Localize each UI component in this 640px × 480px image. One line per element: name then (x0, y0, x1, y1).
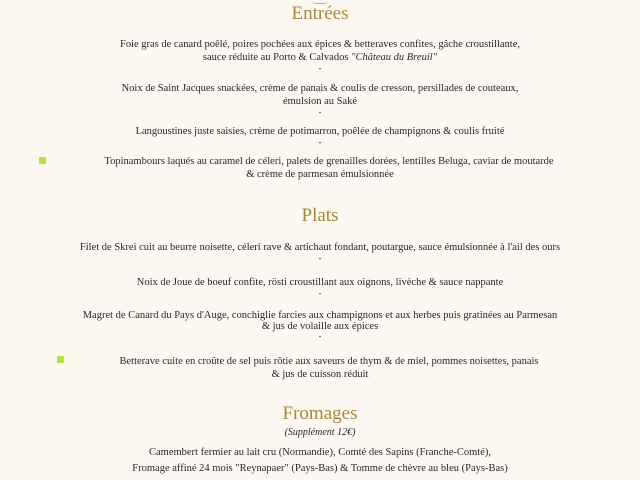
dish-separator: - (318, 137, 322, 147)
dish-text: Betterave cuite en croûte de sel puis rôtie aux saveurs de thym & de miel, pommes noisettes, panais (119, 356, 539, 367)
dish-separator: - (318, 253, 322, 263)
section-plats (0, 204, 640, 228)
dish-text: & jus de cuisson réduit (271, 369, 369, 380)
dish-text: Noix de Saint Jacques snackées, crème de panais & coulis de cresson, persillades de couteaux, (121, 83, 519, 94)
section-title-entrees: Entrées (291, 3, 349, 24)
dish-text-italic: "Château du Breuil" (351, 52, 438, 63)
dish-text: Foie gras de canard poêlé, poires pochées aux épices & betteraves confites, gâche croustillante, (119, 39, 520, 50)
dish-text: & jus de volaille aux épices (261, 321, 379, 332)
dish-text: émulsion au Saké (282, 96, 358, 107)
dish-plat-4 (0, 355, 640, 381)
supplement-note: (Supplément 12€) (284, 427, 356, 438)
dish-plat-1 (0, 241, 640, 263)
dish-separator: - (318, 331, 322, 341)
dish-separator: - (318, 288, 322, 298)
vegetarian-marker-icon (57, 356, 64, 363)
dish-entree-3 (0, 125, 640, 147)
vegetarian-marker-icon (39, 157, 46, 164)
dish-text: sauce réduite au Porto & Calvados "Château du Breuil" (202, 52, 438, 63)
dish-text: Magret de Canard du Pays d'Auge, conchiglie farcies aux champignons et aux herbes puis gratinées au Parmesan (82, 310, 558, 321)
dish-separator: - (318, 107, 322, 117)
dish-fromage-1 (0, 445, 640, 477)
dish-separator: - (318, 63, 322, 73)
dish-text: Langoustines juste saisies, crème de potimarron, poêlée de champignons & coulis fruité (135, 126, 505, 137)
section-entrees (0, 2, 640, 26)
section-title-fromages: Fromages (282, 403, 358, 424)
dish-text: Noix de Joue de boeuf confite, rösti croustillant aux oignons, livèche & sauce nappante (136, 277, 504, 288)
dish-entree-2 (0, 82, 640, 117)
section-fromages (0, 402, 640, 439)
dish-text: Fromage affiné 24 mois "Reynapaer" (Pays-Bas) & Tomme de chèvre au bleu (Pays-Bas) (132, 463, 508, 474)
dish-entree-1 (0, 38, 640, 73)
section-title-plats: Plats (301, 205, 339, 226)
dish-plat-2 (0, 276, 640, 298)
dish-text: Filet de Skrei cuit au beurre noisette, céleri rave & artichaut fondant, poutargue, sauce émulsionnée à l'ail des ours (79, 242, 561, 253)
dish-plat-3 (0, 309, 640, 341)
dish-text: & crème de parmesan émulsionnée (246, 169, 394, 180)
dish-entree-4 (0, 155, 640, 181)
dish-text: Topinambours laqués au caramel de céleri, palets de grenailles dorées, lentilles Beluga, caviar de moutarde (104, 156, 554, 167)
dish-text: Camembert fermier au lait cru (Normandie), Comté des Sapins (Franche-Comté), (148, 447, 491, 458)
